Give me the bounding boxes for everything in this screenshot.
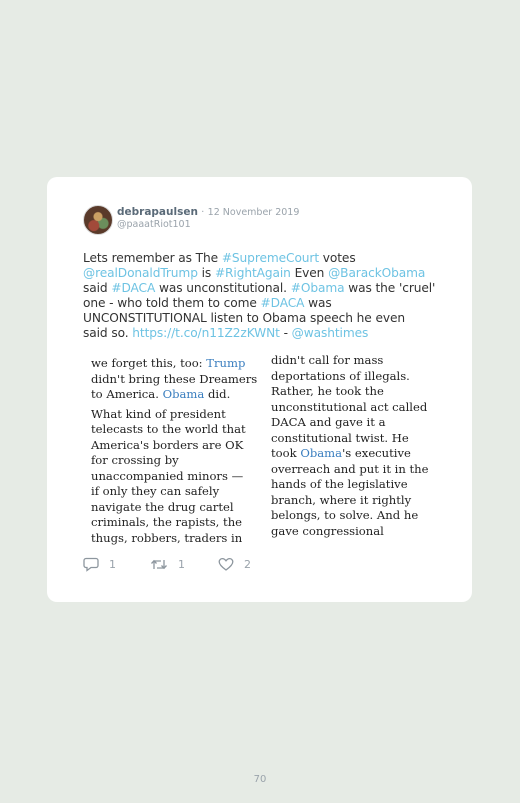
tweet-link[interactable]: #DACA	[260, 296, 305, 310]
text-segment: Lets remember as The	[83, 251, 222, 265]
text-segment: Rather, he took the	[271, 384, 384, 398]
text-line	[271, 400, 441, 416]
text-line	[91, 500, 261, 516]
text-segment: Even	[290, 266, 329, 280]
text-segment: gave congressional	[271, 523, 384, 538]
text-segment: overreach and put it in the	[271, 461, 429, 476]
text-segment: was the 'cruel'	[344, 281, 436, 295]
text-segment: said	[83, 281, 112, 295]
text-segment: What kind of president	[91, 406, 226, 421]
highlighted-name: Obama	[162, 387, 205, 401]
text-line	[91, 453, 261, 469]
text-line	[271, 493, 441, 509]
text-line	[91, 515, 261, 531]
text-segment: constitutional twist. He	[271, 430, 409, 445]
article-column-left	[91, 356, 261, 546]
text-segment: to America.	[91, 387, 163, 401]
text-line	[83, 251, 433, 266]
user-handle[interactable]: @paaatRiot101	[117, 219, 191, 230]
article-column-right	[271, 353, 441, 539]
text-segment: 's executive	[342, 446, 411, 460]
retweet-button[interactable]	[150, 557, 185, 572]
text-segment: didn't bring these Dreamers	[91, 371, 258, 386]
reply-count: 1	[109, 558, 116, 571]
text-line	[83, 326, 433, 341]
text-line	[271, 446, 441, 462]
tweet-link[interactable]: @washtimes	[291, 326, 369, 340]
text-segment: said so.	[83, 326, 133, 340]
retweet-count: 1	[178, 558, 185, 571]
text-line	[91, 484, 261, 500]
tweet-link[interactable]: #DACA	[111, 281, 156, 295]
text-line	[91, 469, 261, 485]
reply-button[interactable]	[83, 557, 116, 572]
highlighted-name: Trump	[206, 356, 246, 370]
text-segment: if only they can safely	[91, 484, 220, 498]
tweet-text	[83, 251, 436, 341]
text-segment: DACA and gave it a	[271, 415, 386, 429]
tweet-date[interactable]: 12 November 2019	[207, 207, 300, 218]
text-line	[91, 372, 261, 388]
text-segment: deportations of illegals.	[271, 368, 410, 383]
text-segment: is	[197, 266, 215, 280]
text-segment: for crossing by	[91, 453, 179, 467]
text-segment: we forget this, too:	[91, 356, 207, 370]
text-segment: navigate the drug cartel	[91, 499, 234, 514]
tweet-link[interactable]: #Obama	[290, 281, 345, 295]
text-segment: belongs, to solve. And he	[271, 508, 419, 522]
text-line	[83, 311, 433, 326]
text-segment: UNCONSTITUTIONAL listen to Obama speech he even	[83, 311, 405, 325]
text-segment: did.	[204, 387, 231, 401]
text-segment: was unconstitutional.	[155, 281, 291, 295]
text-segment: didn't call for mass	[271, 353, 384, 367]
text-segment: took	[271, 446, 301, 460]
text-segment: one - who told them to come	[83, 296, 261, 310]
tweet-link[interactable]: #RightAgain	[214, 266, 291, 280]
text-line	[91, 422, 261, 438]
text-segment: unaccompanied minors —	[91, 468, 244, 483]
text-segment: America's borders are OK	[91, 437, 244, 452]
text-line	[271, 415, 441, 431]
tweet-link[interactable]: #SupremeCourt	[221, 251, 320, 265]
text-line	[271, 462, 441, 478]
tweet-media-image[interactable]	[83, 353, 433, 545]
text-line	[91, 407, 261, 423]
avatar[interactable]	[83, 205, 113, 235]
text-segment: criminals, the rapists, the	[91, 515, 243, 529]
text-line	[271, 524, 441, 540]
text-segment: thugs, robbers, traders in	[91, 530, 243, 545]
text-segment: unconstitutional act called	[271, 399, 428, 414]
text-segment: hands of the legislative	[271, 477, 408, 491]
text-line	[271, 431, 441, 447]
text-segment: votes	[319, 251, 356, 265]
retweet-icon	[150, 557, 168, 572]
highlighted-name: Obama	[300, 446, 343, 460]
like-button[interactable]	[218, 557, 251, 572]
tweet-author	[117, 206, 299, 219]
username[interactable]: debrapaulsen	[117, 206, 198, 218]
tweet-link[interactable]: @BarackObama	[328, 266, 426, 280]
text-segment: -	[279, 326, 292, 340]
text-line	[271, 384, 441, 400]
tweet-card	[47, 177, 472, 602]
tweet-link[interactable]: https://t.co/n11Z2zKWNt	[132, 326, 280, 340]
text-line	[91, 387, 261, 403]
text-line	[271, 508, 441, 524]
text-line	[91, 438, 261, 454]
separator: ·	[201, 207, 205, 218]
page-number: 70	[253, 774, 267, 785]
text-segment: branch, where it rightly	[271, 492, 412, 507]
reply-icon	[83, 557, 99, 572]
text-line	[83, 281, 436, 296]
text-line	[91, 531, 261, 547]
text-line	[83, 296, 433, 311]
tweet-link[interactable]: @realDonaldTrump	[83, 266, 198, 280]
text-line	[271, 369, 441, 385]
text-line	[83, 266, 433, 281]
text-line	[271, 477, 441, 493]
like-count: 2	[244, 558, 251, 571]
text-segment: telecasts to the world that	[91, 422, 246, 436]
text-segment: was	[304, 296, 332, 310]
heart-icon	[218, 557, 234, 572]
text-line	[91, 356, 261, 372]
text-line	[271, 353, 441, 369]
